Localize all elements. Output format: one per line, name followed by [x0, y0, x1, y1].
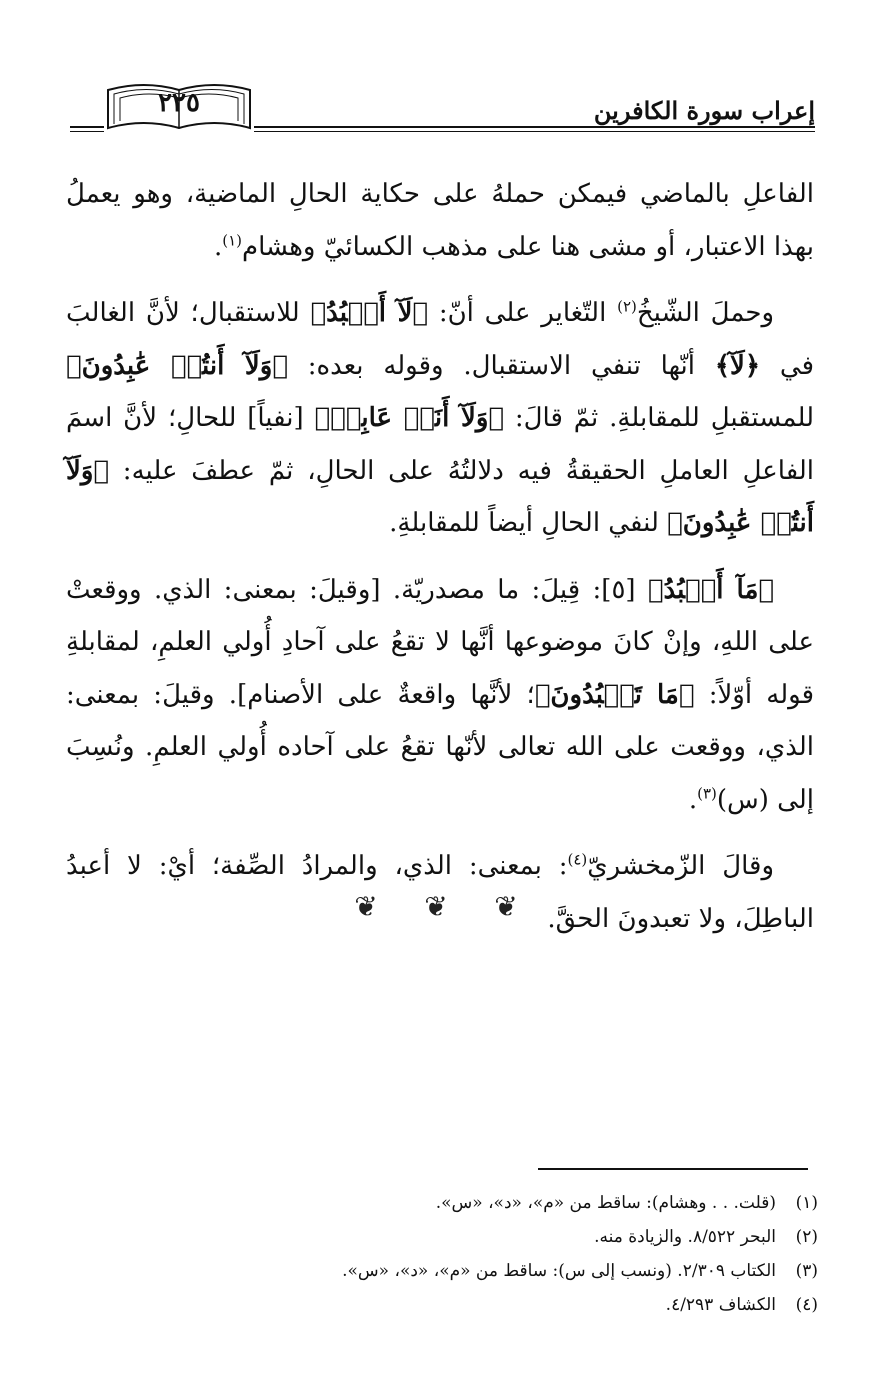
paragraph-2: [66, 287, 814, 550]
text-run: الفاعلِ بالماضي فيمكن حملهُ على حكاية الحالِ الماضية، وهو يعملُ بهذا الاعتبار، أو مشى هنا على مذهب الكسائيّ وهشام: [66, 179, 814, 262]
footnote-ref: (٣): [697, 783, 717, 802]
quran-quote: ﴿وَلَآ أَنتُمۡ عَٰبِدُونَ﴾: [66, 455, 814, 538]
text-run: وحملَ الشّيخُ: [636, 298, 774, 328]
footnote-number: (٢): [795, 1227, 818, 1247]
quran-quote: ﴿مَا تَعۡبُدُونَ﴾: [534, 679, 695, 710]
flourish-icon: ❦: [494, 890, 518, 923]
text-run: : بمعنى: الذي، والمرادُ الصِّفة؛ أيْ: لا أعبدُ الباطِلَ، ولا تعبدونَ الحقَّ.: [66, 851, 814, 934]
footnote-1: [200, 1186, 818, 1220]
footnote-3: [200, 1254, 818, 1288]
footnote-number: (٤): [795, 1295, 818, 1315]
text-run: .: [688, 784, 698, 815]
text-run: [٥]: قِيلَ: ما مصدريّة. [وقيلَ: بمعنى: الذي. ووقعتْ على اللهِ، وإنْ كانَ موضوعها أنَّها لا تقعُ على آحادِ أُولي العلمِ، لمقابلةِ قوله أوّلاً:: [66, 574, 814, 710]
footnote-number: (٣): [795, 1261, 818, 1281]
footnotes: [200, 1186, 818, 1322]
text-run: للمستقبلِ للمقابلةِ. ثمّ قالَ:: [504, 403, 814, 433]
quran-quote: ﴿لَآ﴾: [714, 350, 761, 381]
footnote-2: [200, 1220, 818, 1254]
text-run: لنفي الحالِ أيضاً للمقابلةِ.: [389, 508, 668, 538]
chapter-title: إعراب سورة الكافرين: [593, 96, 815, 125]
footnote-number: (١): [795, 1193, 818, 1213]
paragraph-3: [66, 564, 814, 827]
footnote-text: الكشاف ٤/٢٩٣.: [665, 1295, 776, 1315]
quran-quote: ﴿وَلَآ أَنتُمۡ عَٰبِدُونَ﴾: [66, 350, 288, 381]
footnote-text: البحر ٨/٥٢٢. والزيادة منه.: [594, 1227, 776, 1247]
quran-quote: ﴿مَآ أَعۡبُدُ﴾: [647, 574, 774, 605]
text-run: أنّها تنفي الاستقبال. وقوله بعده:: [287, 350, 715, 381]
page-number: ٢٢٥: [158, 88, 200, 118]
main-text: [66, 168, 814, 959]
footnote-ref: (٢): [617, 297, 637, 316]
text-run: .: [213, 231, 223, 262]
footnote-text: (قلت. . . وهشام): ساقط من «م»، «د»، «س».: [435, 1193, 776, 1213]
quran-quote: ﴿وَلَآ أَنَا۠ عَابِدٞ﴾: [314, 403, 504, 433]
quran-quote: ﴿لَآ أَعۡبُدُ﴾: [310, 298, 429, 328]
flourish-icon: ❦: [354, 890, 378, 923]
flourish-icon: ❦: [424, 890, 448, 923]
page-number-badge: [104, 78, 254, 134]
text-run: للاستقبال؛ لأنَّ الغالبَ في: [66, 298, 815, 381]
page-header: [70, 78, 815, 138]
text-run: التّغاير على أنّ:: [428, 298, 618, 328]
footnote-ref: (٤): [567, 850, 588, 869]
paragraph-1: [66, 168, 814, 273]
footnote-4: [200, 1288, 818, 1322]
footnote-separator: [538, 1168, 808, 1170]
text-run: وقالَ الزّمخشريّ: [587, 851, 774, 881]
footnote-text: الكتاب ٢/٣٠٩. (ونسب إلى س): ساقط من «م»، «د»، «س».: [342, 1261, 776, 1281]
text-run: [نفياً] للحالِ؛ لأنَّ اسمَ الفاعلِ العاملِ الحقيقةُ فيه دلالتُهُ على الحالِ، ثمّ عطفَ عليه:: [66, 403, 814, 486]
section-ornament: [336, 890, 536, 930]
text-run: ؛ لأنَّها واقعةٌ على الأصنام]. وقيلَ: بمعنى: الذي، ووقعت على الله تعالى لأنّها تقعُ على آحاده أُولي العلمِ. ونُسِبَ إلى (س): [66, 679, 814, 815]
footnote-ref: (١): [222, 230, 242, 249]
